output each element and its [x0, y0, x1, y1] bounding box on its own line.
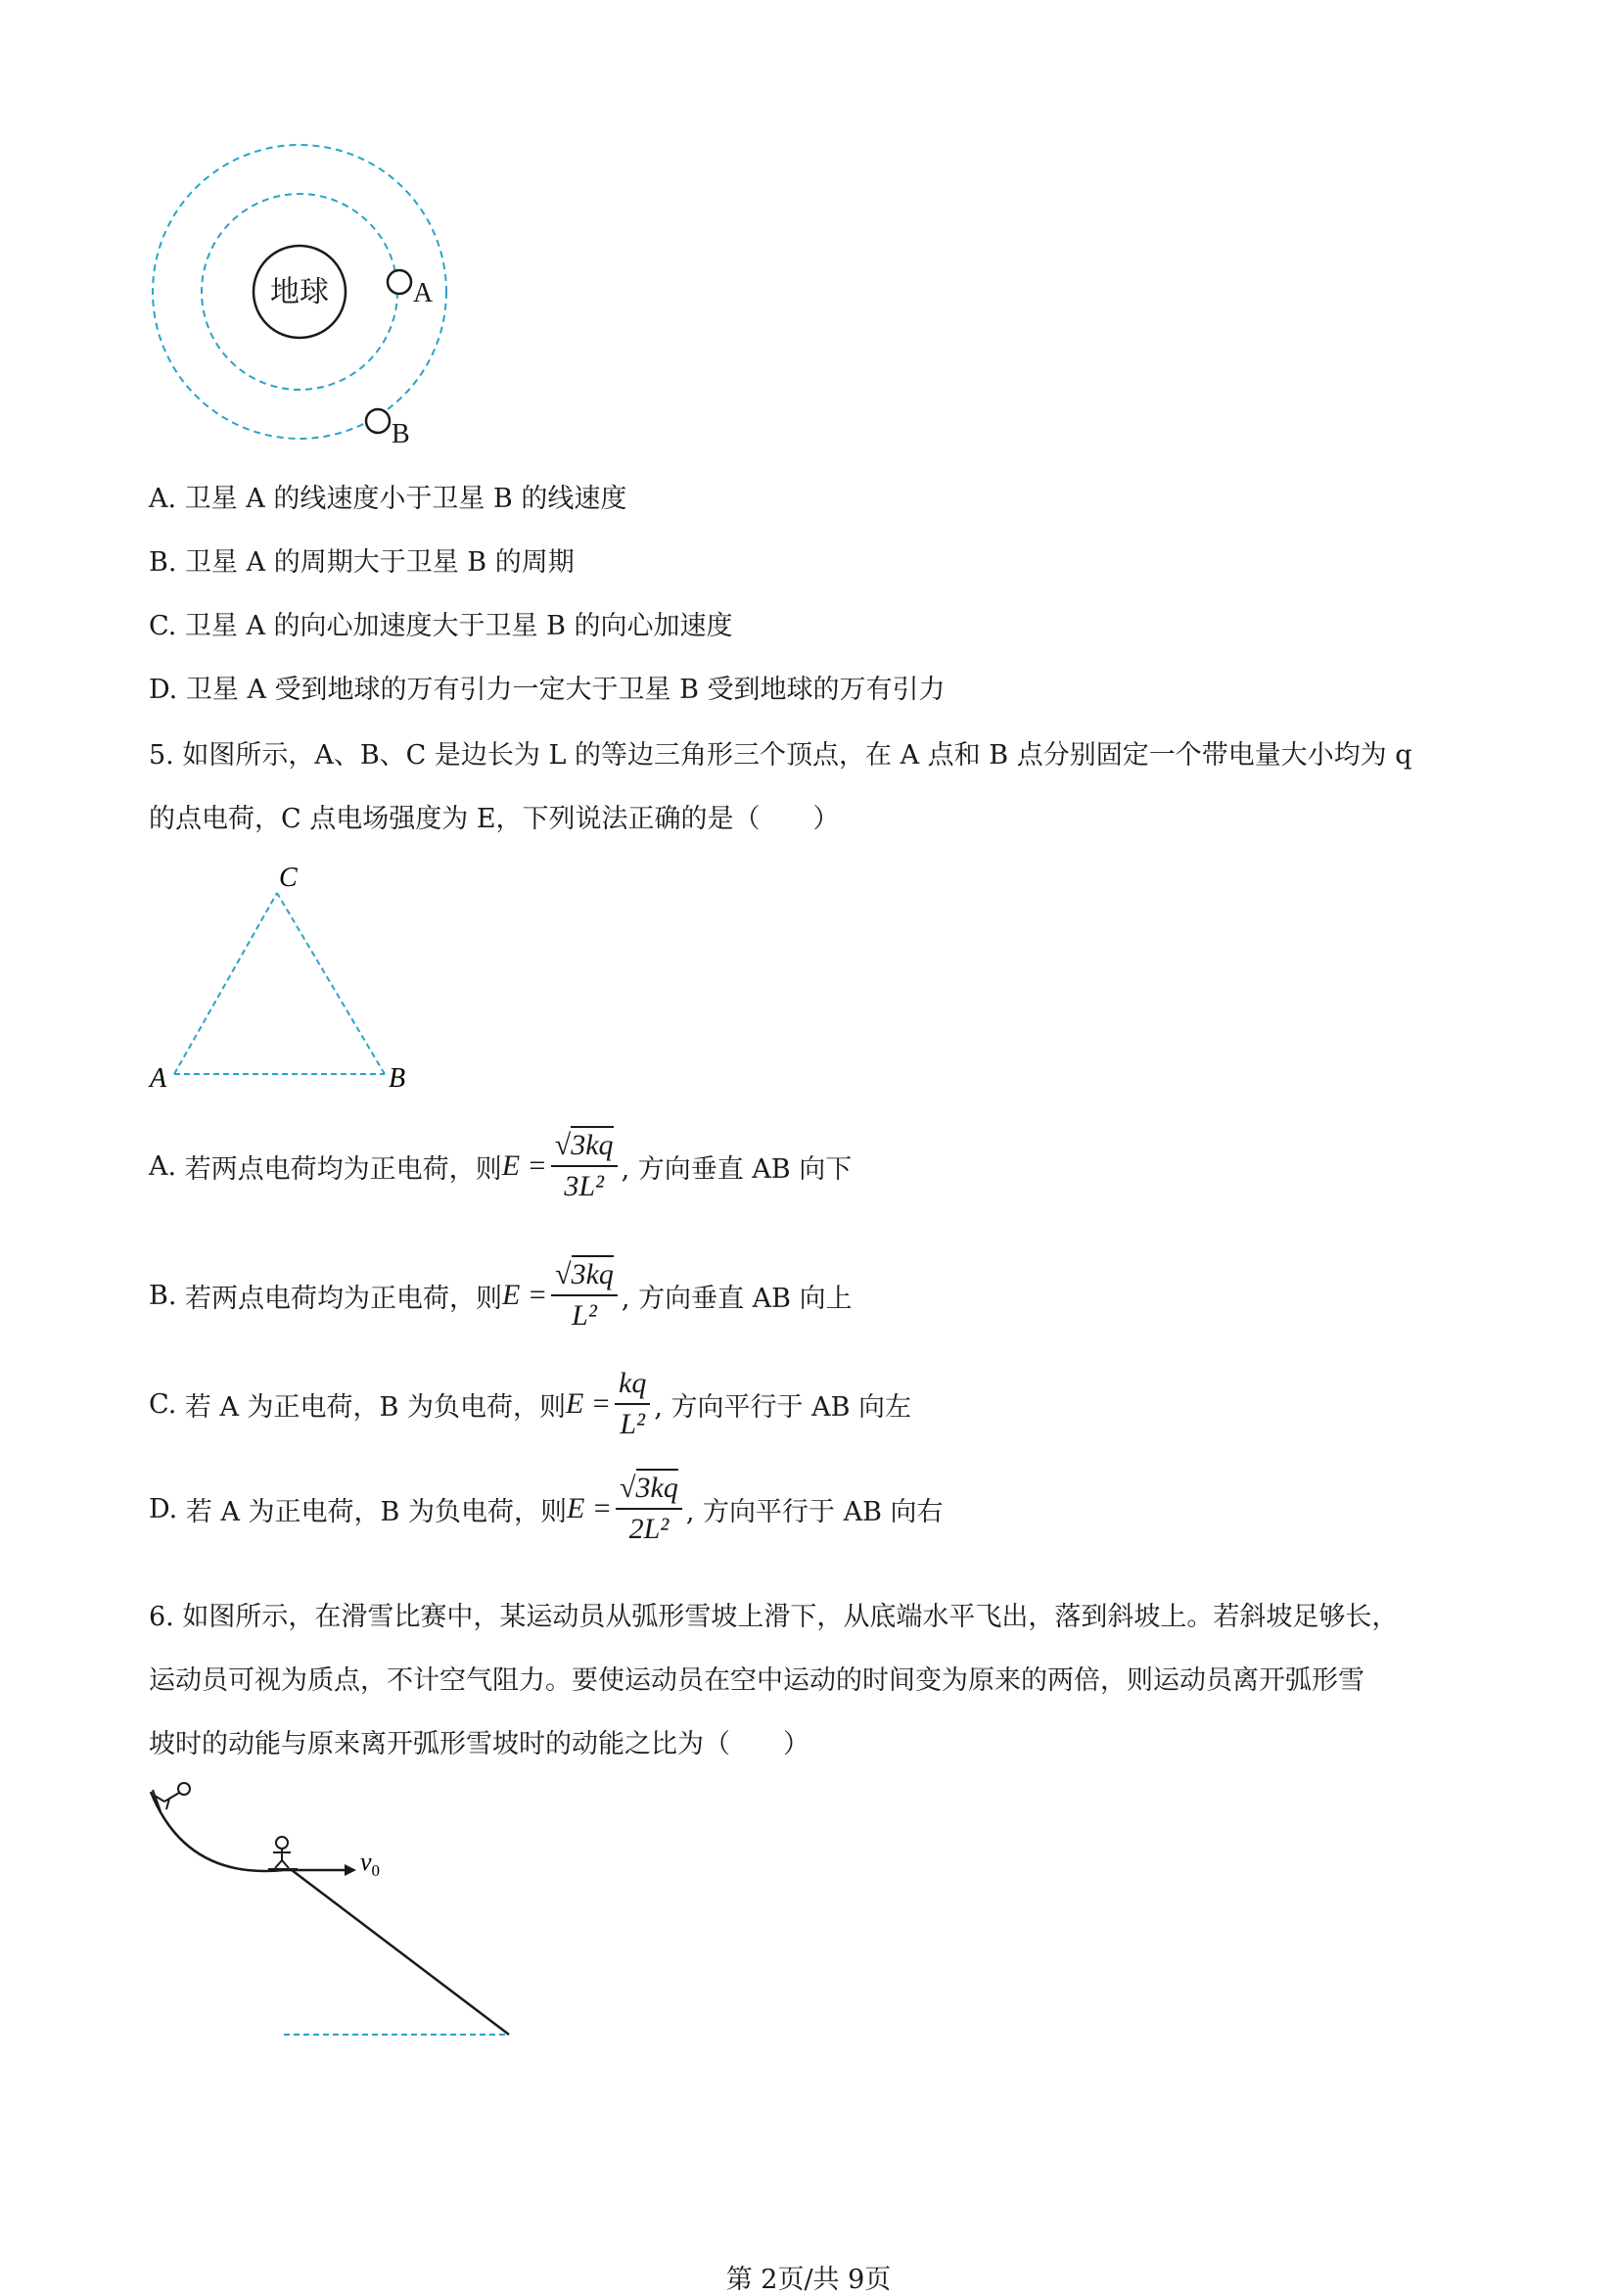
q5-option-c: C. 若 A 为正电荷，B 为负电荷，则 E = $\frac{kq}{\text{L²}}$ , 方向平行于 AB 向左 — [149, 1364, 911, 1444]
q5-option-d: D. 若 A 为正电荷，B 为负电荷，则 E = $\frac{√3kq}{\text{2L²}}$ , 方向平行于 AB 向右 — [149, 1469, 944, 1549]
formula-d: $\frac{√3kq}{\text{2L²}}$ — [616, 1469, 682, 1549]
triangle-side-ac — [174, 893, 277, 1074]
page-footer: 第 2页/共 9页 — [725, 2265, 892, 2295]
q6-stem-line1: 6. 如图所示，在滑雪比赛中，某运动员从弧形雪坡上滑下，从底端水平飞出，落到斜坡上。若斜坡足够长， — [149, 1602, 1399, 1632]
q4-option-b: B. 卫星 A 的周期大于卫星 B 的周期 — [149, 547, 575, 578]
q5-stem-line2: 的点电荷，C 点电场强度为 E，下列说法正确的是（ ） — [149, 804, 840, 834]
arc-ramp — [151, 1792, 292, 1871]
triangle-figure — [142, 862, 426, 1097]
orbit-figure — [137, 127, 470, 460]
q6-stem-line3: 坡时的动能与原来离开弧形雪坡时的动能之比为（ ） — [149, 1729, 809, 1759]
q5-option-a: A. 若两点电荷均为正电荷，则 E = $\frac{√3kq}{\text{3L²}}$ , 方向垂直 AB 向下 — [149, 1126, 852, 1206]
formula-b: $\frac{√3kq}{\text{L²}}$ — [551, 1255, 618, 1335]
satellite-b-label: B — [392, 419, 410, 449]
incline-slope — [292, 1870, 509, 2035]
satellite-a — [388, 270, 411, 294]
vertex-a-label: A — [150, 1063, 167, 1094]
ski-slope-figure — [137, 1762, 548, 2056]
skier-bottom-icon — [268, 1837, 298, 1869]
formula-c: $\frac{kq}{\text{L²}}$ — [615, 1364, 650, 1444]
q4-option-a: A. 卫星 A 的线速度小于卫星 B 的线速度 — [149, 484, 627, 514]
q4-option-c: C. 卫星 A 的向心加速度大于卫星 B 的向心加速度 — [149, 611, 733, 641]
vertex-b-label: B — [389, 1063, 406, 1094]
skier-top-icon — [153, 1783, 190, 1811]
velocity-arrowhead — [345, 1864, 356, 1876]
satellite-a-label: A — [413, 278, 434, 308]
vertex-c-label: C — [279, 863, 298, 893]
q6-stem-line2: 运动员可视为质点，不计空气阻力。要使运动员在空中运动的时间变为原来的两倍，则运动员离开弧形雪 — [149, 1665, 1364, 1696]
velocity-label: $v_0$ — [360, 1848, 381, 1880]
q4-option-d: D. 卫星 A 受到地球的万有引力一定大于卫星 B 受到地球的万有引力 — [149, 675, 946, 705]
satellite-b — [366, 409, 390, 433]
formula-a: $\frac{√3kq}{\text{3L²}}$ — [551, 1126, 618, 1206]
q5-stem-line1: 5. 如图所示，A、B、C 是边长为 L 的等边三角形三个顶点，在 A 点和 B 点分别固定一个带电量大小均为 q — [149, 740, 1412, 771]
q5-option-b: B. 若两点电荷均为正电荷，则 E = $\frac{√3kq}{\text{L²}}$ , 方向垂直 AB 向上 — [149, 1255, 853, 1335]
triangle-side-bc — [277, 893, 385, 1074]
earth-label: 地球 — [270, 275, 329, 309]
